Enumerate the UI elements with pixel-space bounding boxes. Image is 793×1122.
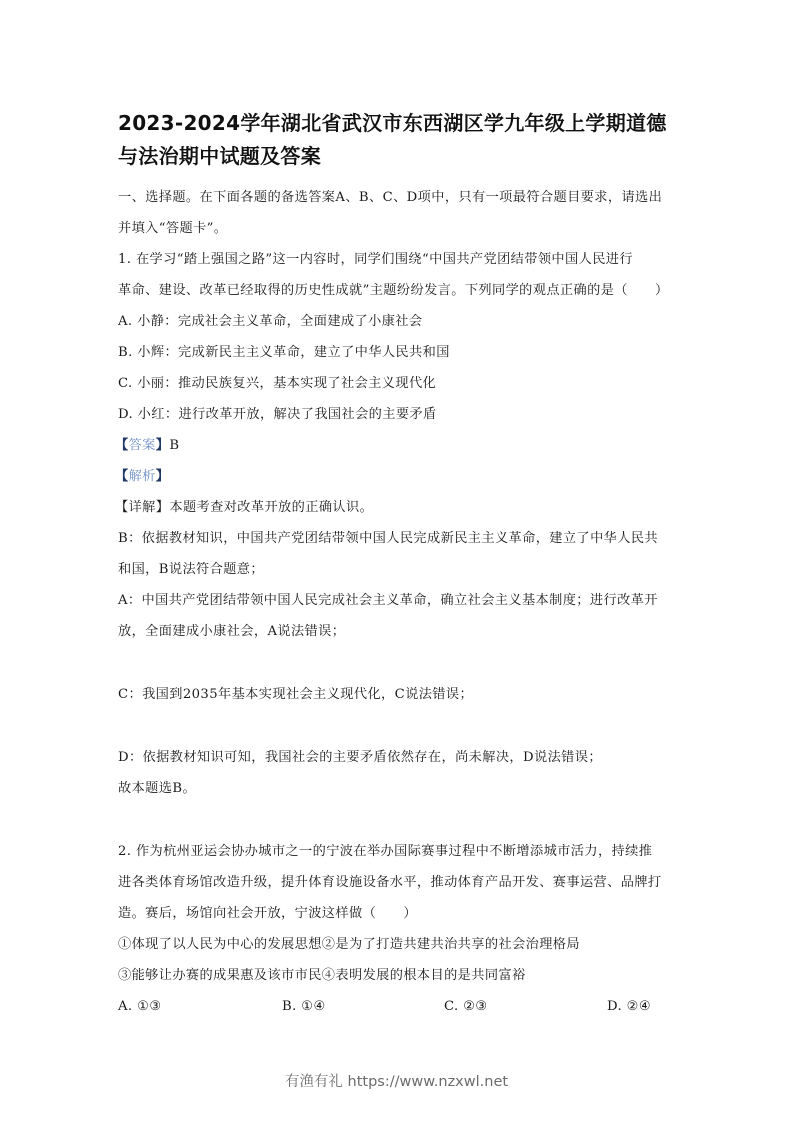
question-2-option-c: C. ②③	[444, 999, 488, 1014]
analysis-tag-open: 【	[115, 469, 129, 484]
question-2-stem-line-1: 2. 作为杭州亚运会协办城市之一的宁波在举办国际赛事过程中不断增添城市活力，持续推	[118, 844, 653, 859]
question-2-option-b: B. ①④	[282, 999, 326, 1014]
question-2-statements-line-2: ③能够让办赛的成果惠及该市市民④表明发展的根本目的是共同富裕	[118, 968, 526, 983]
question-2-option-a: A. ①③	[118, 999, 162, 1014]
explanation-conclusion: 故本题选B。	[118, 781, 197, 796]
section-instructions-line-2: 并填入“答题卡”。	[118, 221, 228, 236]
explanation-a-line-1: A：中国共产党团结带领中国人民完成社会主义革命，确立社会主义基本制度；进行改革开	[118, 593, 658, 608]
question-1-stem-line-2: 革命、建设、改革已经取得的历史性成就”主题纷纷发言。下列同学的观点正确的是（ ）	[118, 283, 669, 298]
analysis-label	[115, 468, 169, 486]
analysis-tag-close: 】	[155, 469, 170, 484]
explanation-d: D：依据教材知识可知，我国社会的主要矛盾依然存在，尚未解决，D说法错误；	[118, 750, 602, 765]
question-1-stem-line-1: 1. 在学习“踏上强国之路”这一内容时，同学们围绕“中国共产党团结带领中国人民进行	[118, 252, 633, 267]
answer-tag-text: 答案	[128, 438, 156, 453]
explanation-b-line-2: 和国，B说法符合题意；	[118, 562, 264, 577]
analysis-tag-text: 解析	[128, 469, 156, 484]
section-instructions-line-1: 一、选择题。在下面各题的备选答案A、B、C、D项中，只有一项最符合题目要求，请选出	[118, 190, 663, 205]
question-2-statements-line-1: ①体现了以人民为中心的发展思想②是为了打造共建共治共享的社会治理格局	[118, 937, 580, 952]
document-title-line-1: 2023-2024学年湖北省武汉市东西湖区学九年级上学期道德	[118, 111, 667, 135]
explanation-c: C：我国到2035年基本实现社会主义现代化，C说法错误；	[118, 687, 474, 702]
question-1-option-a: A. 小静：完成社会主义革命，全面建成了小康社会	[118, 314, 423, 329]
question-1-option-c: C. 小丽：推动民族复兴，基本实现了社会主义现代化	[118, 376, 437, 391]
answer-value: B	[169, 438, 180, 453]
detail-tag: 【详解】	[115, 500, 170, 515]
document-title-line-2: 与法治期中试题及答案	[118, 144, 321, 168]
question-2-stem-line-3: 造。赛后，场馆向社会开放，宁波这样做（ ）	[118, 906, 417, 921]
footer-watermark: 有渔有礼 https://www.nzxwl.net	[284, 1074, 509, 1090]
question-2-stem-line-2: 进各类体育场馆改造升级，提升体育设施设备水平，推动体育产品开发、赛事运营、品牌打	[118, 875, 662, 890]
detail-text: 本题考查对改革开放的正确认识。	[169, 500, 374, 515]
explanation-a-line-2: 放，全面建成小康社会，A说法错误；	[118, 624, 346, 639]
answer-label	[115, 437, 179, 455]
explanation-b-line-1: B：依据教材知识，中国共产党团结带领中国人民完成新民主主义革命，建立了中华人民共	[118, 531, 658, 546]
question-1-option-d: D. 小红：进行改革开放，解决了我国社会的主要矛盾	[118, 407, 437, 422]
question-1-option-b: B. 小辉：完成新民主主义革命，建立了中华人民共和国	[118, 345, 450, 360]
question-2-option-d: D. ②④	[607, 999, 652, 1014]
answer-tag-close: 】	[155, 438, 170, 453]
answer-tag-open: 【	[115, 438, 129, 453]
detail-paragraph	[115, 499, 373, 517]
